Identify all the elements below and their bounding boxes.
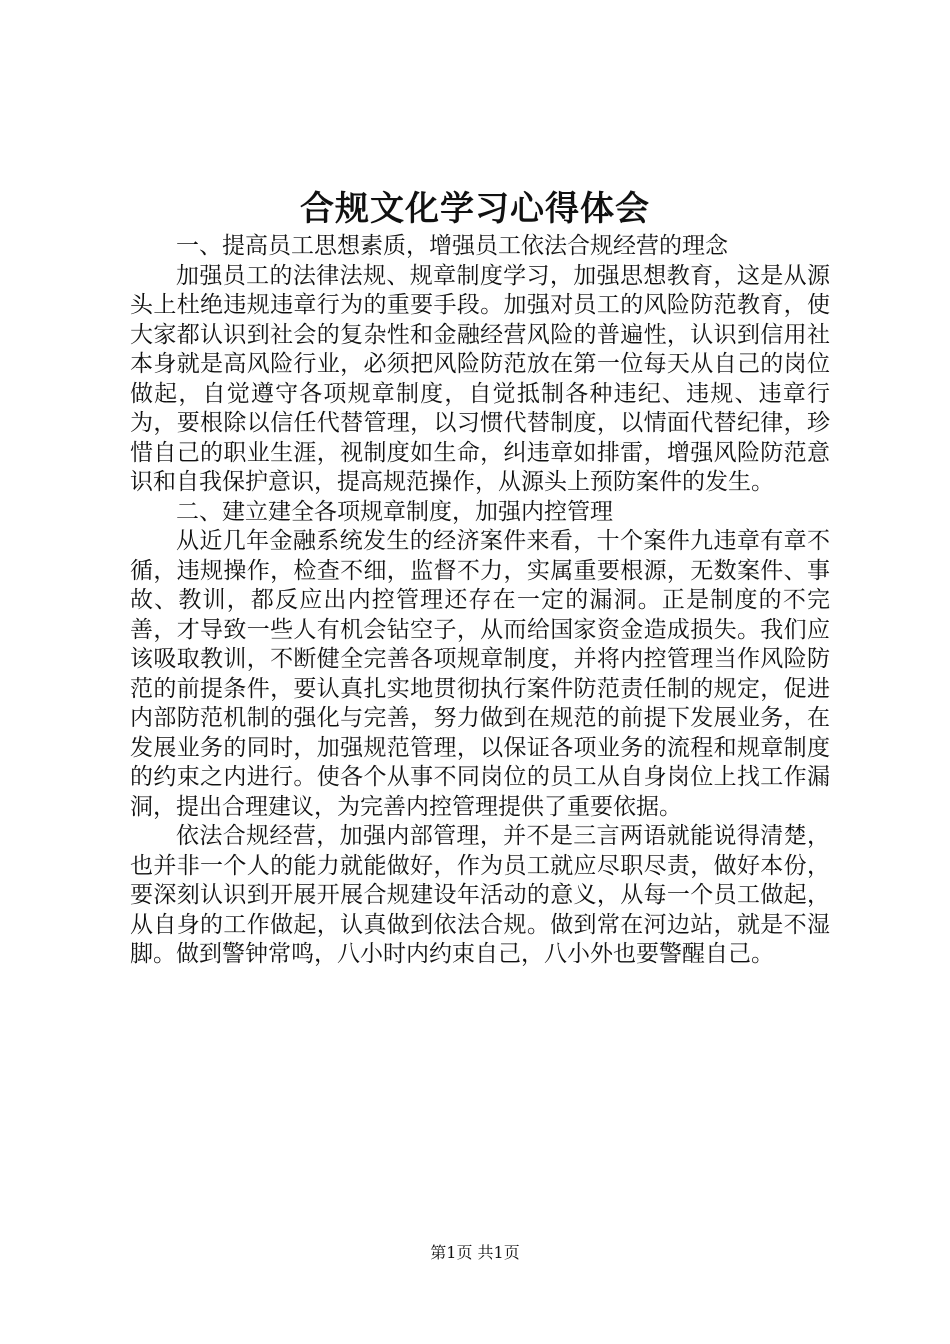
document-title: 合规文化学习心得体会 [300,189,650,229]
document-body [130,232,830,970]
page-footer: 第1页 共1页 [430,1243,520,1262]
section-1-paragraph-1: 加强员工的法律法规、规章制度学习，加强思想教育，这是从源头上杜绝违规违章行为的重要手段。加强对员工的风险防范教育，使大家都认识到社会的复杂性和金融经营风险的普遍性，认识到信用社本身就是高风险行业，必须把风险防范放在第一位每天从自己的岗位做起，自觉遵守各项规章制度，自觉抵制各种违纪、违规、违章行为，要根除以信任代替管理，以习惯代替制度，以情面代替纪律，珍惜自己的职业生涯，视制度如生命，纠违章如排雷，增强风险防范意识和自我保护意识，提高规范操作，从源头上预防案件的发生。 [130,262,830,495]
section-2-paragraph-1: 从近几年金融系统发生的经济案件来看，十个案件九违章有章不循，违规操作，检查不细，监督不力，实属重要根源，无数案件、事故、教训，都反应出内控管理还存在一定的漏洞。正是制度的不完善，才导致一些人有机会钻空子，从而给国家资金造成损失。我们应该吸取教训，不断健全完善各项规章制度，并将内控管理当作风险防范的前提条件，要认真扎实地贯彻执行案件防范责任制的规定，促进内部防范机制的强化与完善，努力做到在规范的前提下发展业务，在发展业务的同时，加强规范管理，以保证各项业务的流程和规章制度的约束之内进行。使各个从事不同岗位的员工从自身岗位上找工作漏洞，提出合理建议，为完善内控管理提供了重要依据。 [130,528,830,820]
section-1-heading: 一、提高员工思想素质，增强员工依法合规经营的理念 [176,233,728,259]
section-2-heading: 二、建立建全各项规章制度，加强内控管理 [176,498,613,525]
section-2-paragraph-2: 依法合规经营，加强内部管理，并不是三言两语就能说得清楚，也并非一个人的能力就能做好，作为员工就应尽职尽责，做好本份，要深刻认识到开展开展合规建设年活动的意义，从每一个员工做起，从自身的工作做起，认真做到依法合规。做到常在河边站，就是不湿脚。做到警钟常鸣，八小时内约束自己，八小外也要警醒自己。 [130,823,830,967]
